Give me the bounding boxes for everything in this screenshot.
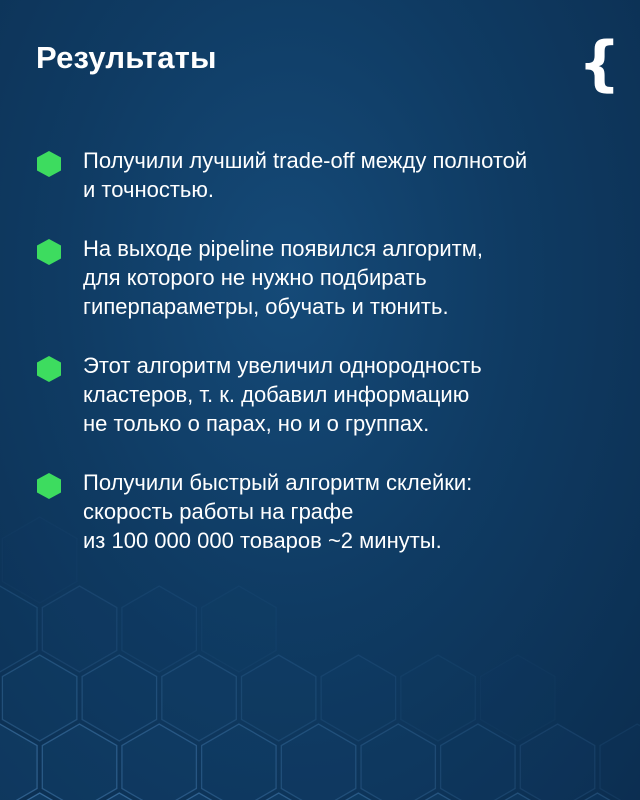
- green-hexagon-icon: [36, 150, 62, 178]
- background-hexagon: [242, 655, 316, 741]
- background-hexagon: [441, 724, 515, 800]
- result-text: Этот алгоритм увеличил однородность кластеров, т. к. добавил информацию не только о парах, но и о группах.: [83, 353, 482, 436]
- result-item: [36, 146, 616, 204]
- green-hexagon-icon: [36, 472, 62, 500]
- background-hexagon: [361, 724, 435, 800]
- background-hexagon: [2, 655, 77, 741]
- background-hexagon: [600, 724, 640, 800]
- result-item: [36, 351, 616, 438]
- curly-brace-logo: {: [578, 29, 621, 99]
- background-hexagon: [202, 586, 277, 672]
- background-hexagon: [42, 586, 117, 672]
- background-hexagon: [401, 655, 476, 741]
- background-hexagon: [321, 655, 396, 741]
- background-hexagon: [122, 724, 196, 800]
- page-title: Результаты: [36, 40, 217, 75]
- result-text: Получили лучший trade-off между полнотой и точностью.: [83, 148, 528, 202]
- background-hexagon: [281, 724, 356, 800]
- result-item: [36, 468, 616, 555]
- background-hexagon: [481, 655, 556, 741]
- background-hexagon: [42, 724, 117, 800]
- background-hexagon: [520, 724, 595, 800]
- results-list: [36, 146, 616, 555]
- background-hexagon: [82, 655, 157, 741]
- result-text: На выходе pipeline появился алгоритм, для которого не нужно подбирать гиперпараметры, обучать и тюнить.: [83, 236, 483, 319]
- background-hexagon: [122, 586, 196, 672]
- background-hexagon: [202, 724, 277, 800]
- green-hexagon-icon: [36, 238, 62, 266]
- result-text: Получили быстрый алгоритм склейки: скорость работы на графе из 100 000 000 товаров ~2 минуты.: [83, 470, 473, 553]
- green-hexagon-icon: [36, 355, 62, 383]
- background-hexagon: [162, 655, 237, 741]
- result-item: [36, 234, 616, 321]
